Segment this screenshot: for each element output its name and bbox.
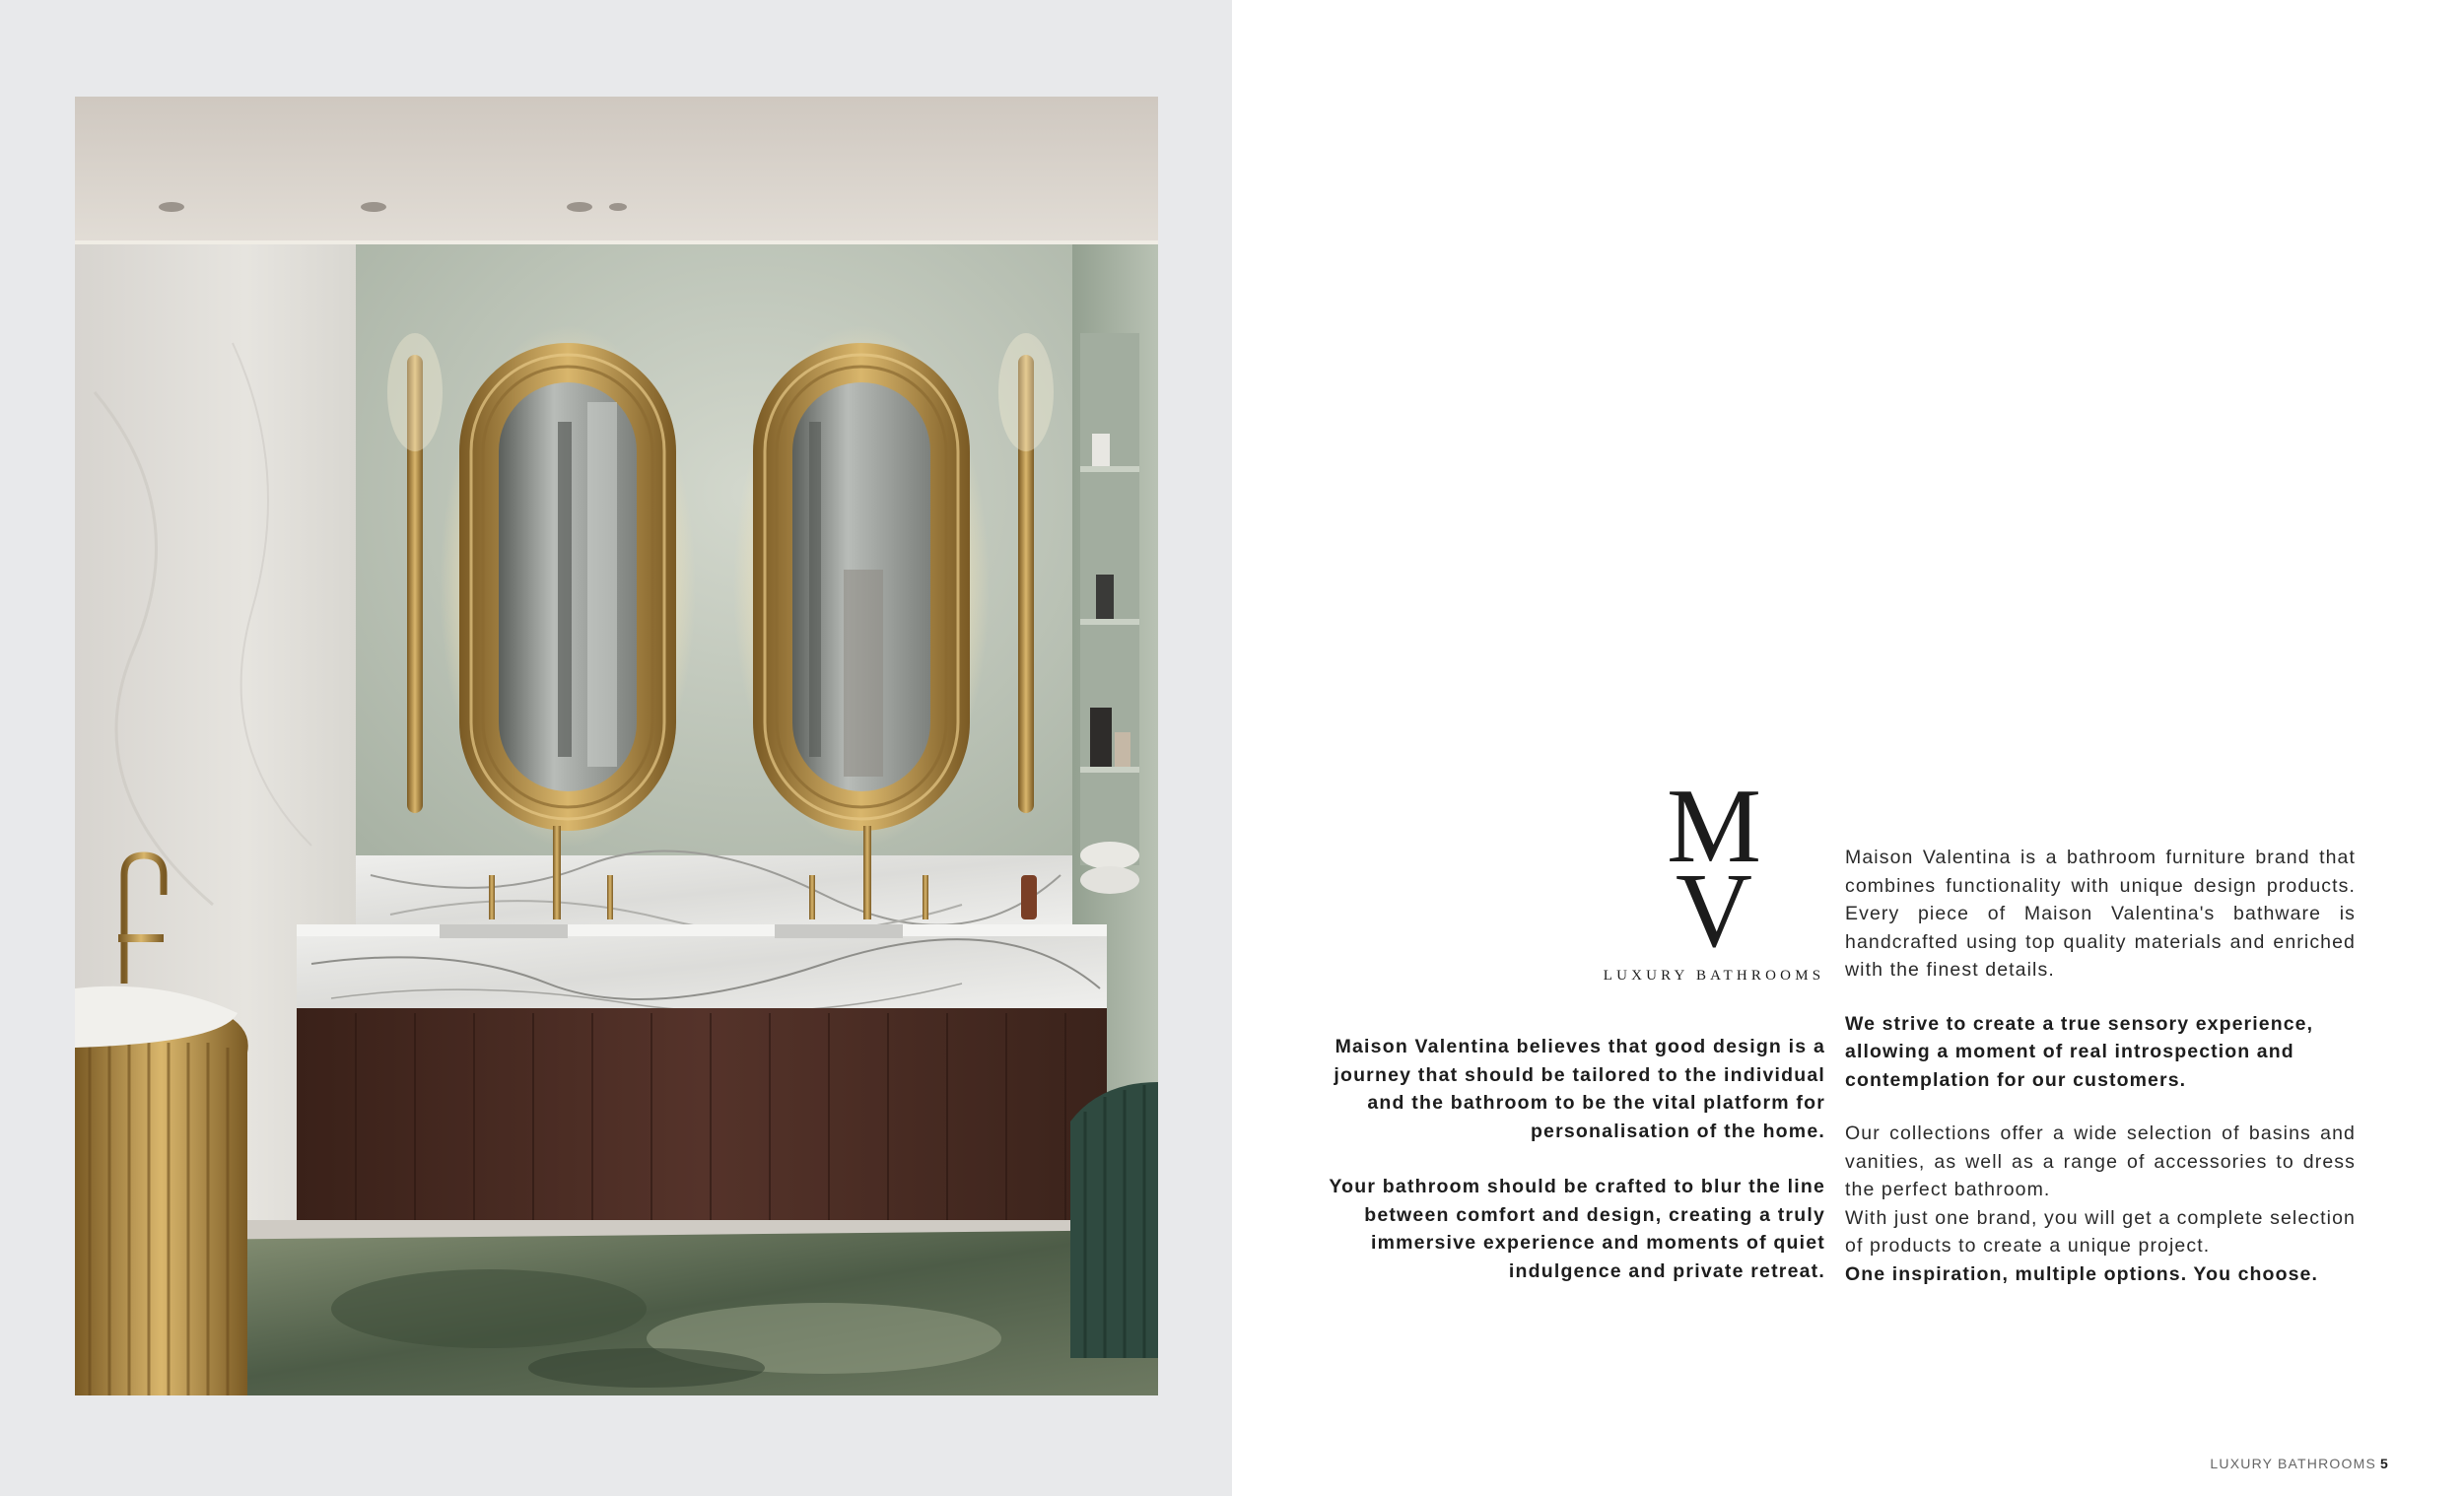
logo-letter-m: M (1666, 768, 1762, 885)
logo-subtitle: LUXURY BATHROOMS (1603, 968, 1825, 984)
brand-logo (1603, 768, 1825, 985)
right-text-column (1845, 844, 2356, 1288)
right-paragraph-tagline: One inspiration, multiple options. You choose. (1845, 1262, 2318, 1285)
footer-section-title: LUXURY BATHROOMS (2210, 1456, 2376, 1471)
page-number: 5 (2380, 1456, 2389, 1471)
bathroom-photo (75, 97, 1158, 1395)
right-paragraph-sensory: We strive to create a true sensory experience, allowing a moment of real introspection and contemplation for our customers. (1845, 1012, 2314, 1091)
logo-monogram (1603, 768, 1825, 970)
right-paragraph-intro: Maison Valentina is a bathroom furniture brand that combines functionality with unique design products. Every piece of Maison Valentina's bathware is handcrafted using top quality materials and enriched with the finest details. (1845, 847, 2356, 981)
page-footer (2210, 1456, 2389, 1471)
right-paragraph-collections: Our collections offer a wide selection of basins and vanities, as well as a range of accessories to dress the perfect bathroom. (1845, 1122, 2356, 1200)
left-paragraph-1: Maison Valentina believes that good design is a journey that should be tailored to the individual and the bathroom to be the vital platform for personalisation of the home. (1334, 1036, 1825, 1142)
left-paragraph-2: Your bathroom should be crafted to blur the line between comfort and design, creating a truly immersive experience and moments of quiet indulgence and private retreat. (1329, 1176, 1825, 1282)
logo-letter-v: V (1676, 852, 1752, 970)
left-text-column (1321, 1033, 1825, 1285)
right-paragraph-brand: With just one brand, you will get a complete selection of products to create a unique project. (1845, 1206, 2356, 1257)
